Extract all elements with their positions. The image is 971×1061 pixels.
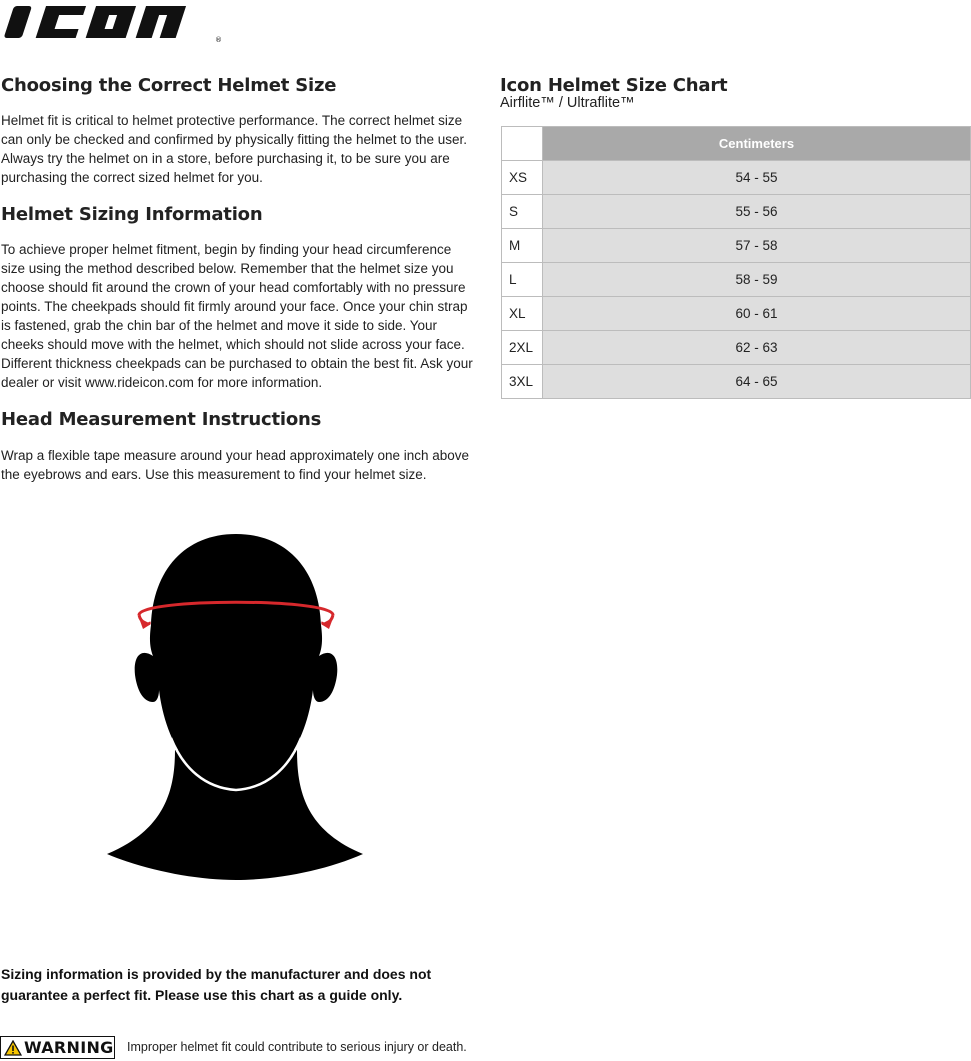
table-row: [502, 331, 971, 365]
svg-text:®: ®: [215, 36, 222, 44]
size-label-cell: L: [502, 263, 543, 297]
size-label-cell: M: [502, 229, 543, 263]
table-row: [502, 229, 971, 263]
size-value-cell: 54 - 55: [543, 161, 971, 195]
icon-logo: [0, 0, 230, 44]
size-value-cell: 62 - 63: [543, 331, 971, 365]
section-title-sizing-info: Helmet Sizing Information: [1, 204, 263, 225]
section-title-measurement: Head Measurement Instructions: [1, 409, 322, 430]
size-label-cell: XS: [502, 161, 543, 195]
table-header-row: [502, 127, 971, 161]
section-text-measurement: Wrap a flexible tape measure around your head approximately one inch above the eyebrows and ears. Use this measurement to find your helmet size.: [1, 448, 470, 482]
section-text-correct-size: Helmet fit is critical to helmet protective performance. The correct helmet size can only be checked and confirmed by physically fitting the helmet to the user. Always try the helmet on in a store, before purchasing it, to be sure you are purchasing the correct sized helmet for you.: [1, 113, 468, 185]
table-row: [502, 263, 971, 297]
head-illustration: [105, 530, 367, 900]
warning-triangle-icon: [4, 1040, 22, 1056]
size-label-cell: S: [502, 195, 543, 229]
warning-badge: [0, 1036, 115, 1059]
size-chart-table: [501, 126, 971, 399]
section-title-correct-size: Choosing the Correct Helmet Size: [1, 75, 337, 96]
table-row: [502, 297, 971, 331]
size-chart-subtitle: Airflite™ / Ultraflite™: [500, 95, 635, 111]
table-corner-cell: [502, 127, 543, 161]
table-row: [502, 161, 971, 195]
table-row: [502, 195, 971, 229]
size-chart-title: Icon Helmet Size Chart: [500, 75, 728, 96]
warning-text: Improper helmet fit could contribute to serious injury or death.: [127, 1040, 467, 1054]
size-label-cell: XL: [502, 297, 543, 331]
size-value-cell: 57 - 58: [543, 229, 971, 263]
size-value-cell: 55 - 56: [543, 195, 971, 229]
size-value-cell: 58 - 59: [543, 263, 971, 297]
warning-label: WARNING: [24, 1038, 114, 1057]
table-row: [502, 365, 971, 399]
size-value-cell: 64 - 65: [543, 365, 971, 399]
head-measurement-icon: [105, 530, 367, 900]
size-label-cell: 3XL: [502, 365, 543, 399]
unit-header-cell: Centimeters: [543, 127, 971, 161]
section-text-sizing-info: To achieve proper helmet fitment, begin by finding your head circumference size using the method described below. Remember that the helmet size you choose should fit around the crown of your head comfortably with no pressure points. The cheekpads should fit firmly around your face. Once your chin strap is fastened, grab the chin bar of the helmet and move it side to side. Your cheeks should move with the helmet, which should not slide across your face. Different thickness cheekpads can be purchased to obtain the best fit. Ask your dealer or visit www.rideicon.com for more information.: [1, 242, 473, 390]
size-value-cell: 60 - 61: [543, 297, 971, 331]
size-label-cell: 2XL: [502, 331, 543, 365]
sizing-disclaimer: Sizing information is provided by the manufacturer and does not guarantee a perfect fit. Please use this chart as a guide only.: [1, 966, 432, 1003]
logo-icon: [0, 0, 230, 44]
